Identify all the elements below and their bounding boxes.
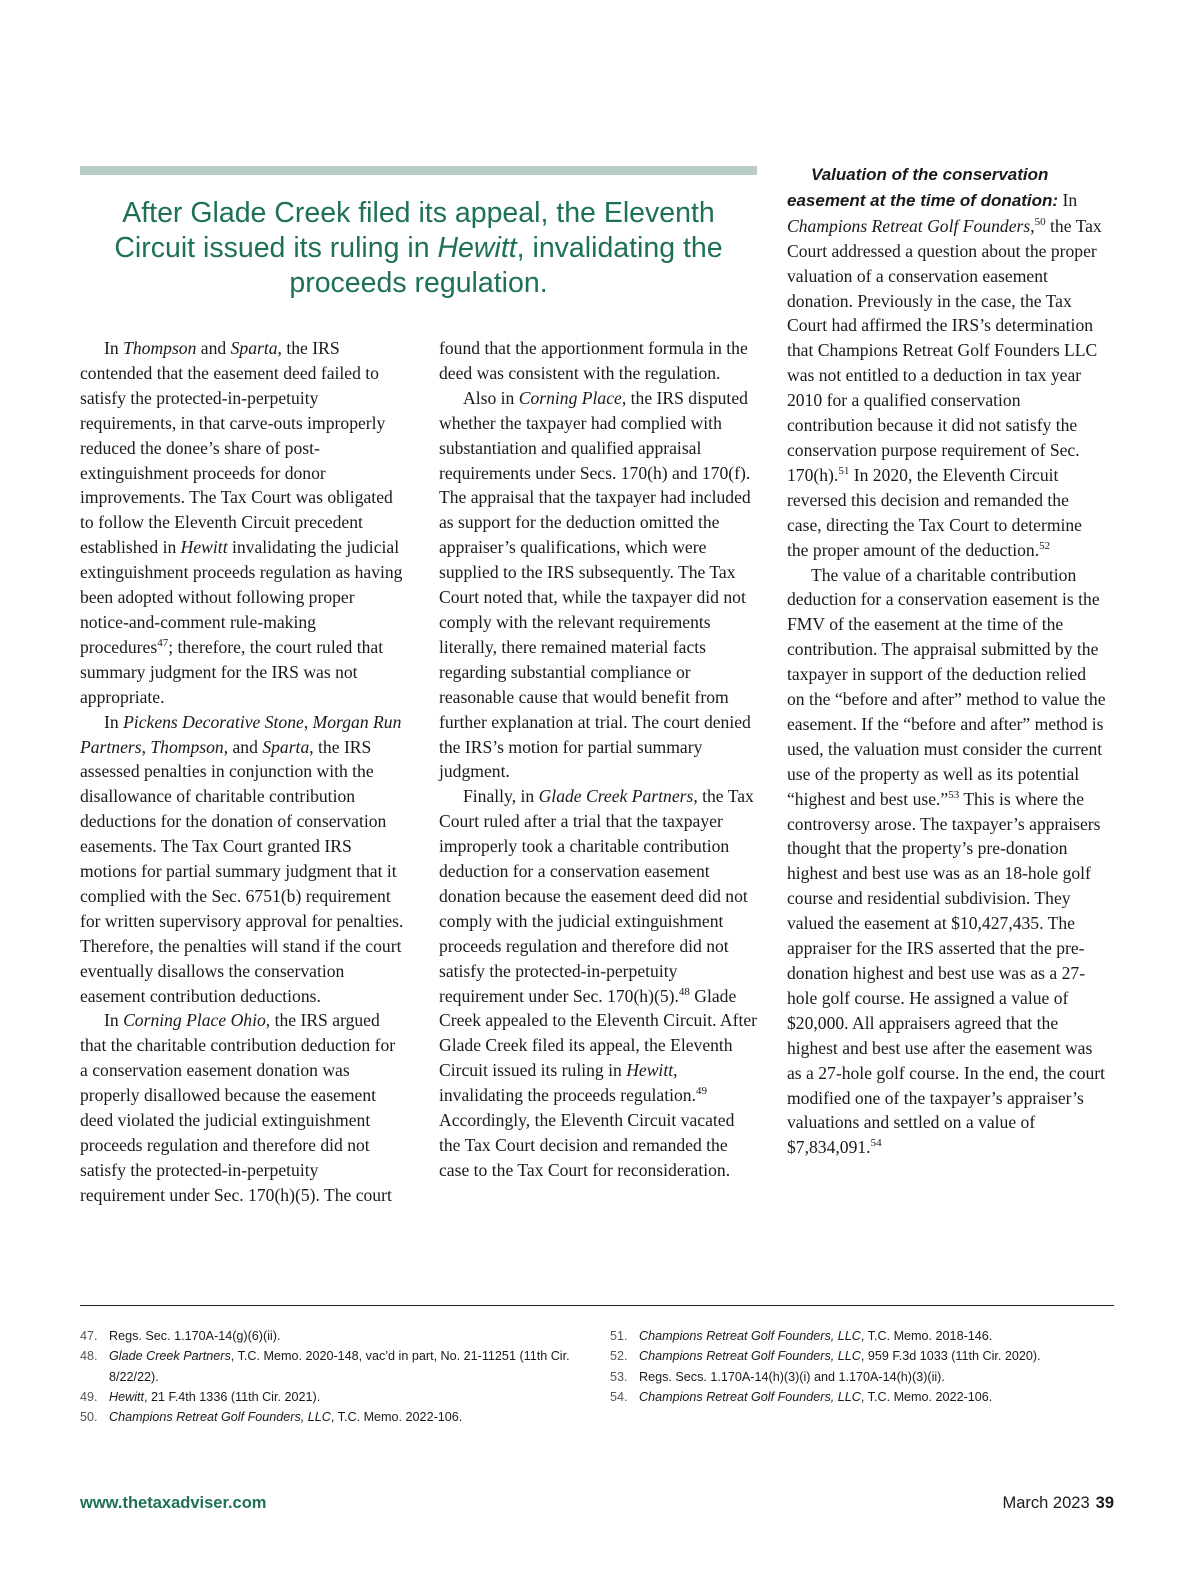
pull-quote-rule [80, 166, 757, 175]
paragraph: Also in Corning Place, the IRS disputed whether the taxpayer had complied with substantiation and qualified appraisal requirements under Secs. 170(h) and 170(f). The appraisal that the taxpayer had included as support for the deduction omitted the appraiser’s qualifications, which were supplied to the IRS subsequently. The Tax Court noted that, while the taxpayer did not comply with the relevant requirements literally, there remained material facts regarding substantial compliance or reasonable cause that would benefit from further explanation at trial. The court denied the IRS’s motion for partial summary judgment. [439, 387, 751, 782]
pull-quote: After Glade Creek filed its appeal, the Eleventh Circuit issued its ruling in Hewitt, invalidating the proceeds regulation. [114, 197, 723, 299]
footnote-ref[interactable]: 50 [1034, 215, 1046, 228]
article-column-1 [80, 336, 407, 1208]
page-number: 39 [1095, 1494, 1114, 1512]
footnote: 47. Regs. Sec. 1.170A-14(g)(6)(ii). [80, 1329, 281, 1343]
footnote: 50. Champions Retreat Golf Founders, LLC, T.C. Memo. 2022-106. [80, 1410, 463, 1425]
footnote: 54. Champions Retreat Golf Founders, LLC, T.C. Memo. 2022-106. [610, 1389, 993, 1404]
paragraph: Finally, in Glade Creek Partners, the Tax Court ruled after a trial that the taxpayer improperly took a charitable contribution deduction for a conservation easement donation because the easement deed did not comply with the judicial extinguishment proceeds regulation and therefore did not satisfy the protected-in-perpetuity requirement under Sec. 170(h)(5).$^{48}$ Glade Creek appealed to the Eleventh Circuit. After Glade Creek filed its appeal, the Eleventh Circuit issued its ruling in Hewitt, invalidating the proceeds regulation.$^{49}$ Accordingly, the Eleventh Circuit vacated the Tax Court decision and remanded the case to the Tax Court for reconsideration. [439, 786, 758, 1180]
paragraph: The value of a charitable contribution deduction for a conservation easement is the FMV of the easement at the time of the contribution. The appraisal submitted by the taxpayer in support of the deduction relied on the “before and after” method to value the easement. If the “before and after” method is used, the valuation must consider the current use of the property as well as its potential “highest and best use.”$^{53}$ This is where the controversy arose. The taxpayer’s appraisers thought that the property’s pre-donation highest and best use was as an 18-hole golf course and residential subdivision. They valued the easement at $10,427,435. The appraiser for the IRS asserted that the pre-donation highest and best use was as a 27-hole golf course. He assigned a value of $20,000. All appraisers agreed that the highest and best use after the easement was as a 27-hole golf course. In the end, the court modified one of the taxpayer’s appraiser’s valuations and settled on a value of $7,834,091.54 [787, 564, 1106, 1158]
footnote-ref[interactable]: 48 [678, 985, 690, 998]
paragraph: In Thompson and Sparta, the IRS contended that the easement deed failed to satisfy the protected-in-perpetuity requirements, in that carve-outs improperly reduced the donee’s share of post-extinguishment proceeds for donor improvements. The Tax Court was obligated to follow the Eleventh Circuit precedent established in Hewitt invalidating the judicial extinguishment proceeds regulation as having been adopted without following proper notice-and-comment rule-making procedures$^{47}$; therefore, the court ruled that summary judgment for the IRS was not appropriate. [80, 338, 403, 707]
paragraph: In Pickens Decorative Stone, Morgan Run Partners, Thompson, and Sparta, the IRS assessed penalties in conjunction with the disallowance of charitable contribution deductions for the donation of conservation easements. The Tax Court granted IRS motions for partial summary judgment that it complied with the Sec. 6751(b) requirement for written supervisory approval for penalties. Therefore, the penalties will stand if the court eventually disallows the conservation easement contribution deductions. [80, 711, 404, 1006]
paragraph: In Corning Place Ohio, the IRS argued that the charitable contribution deduction for a conservation easement donation was properly disallowed because the easement deed violated the judicial extinguishment proceeds regulation and therefore did not satisfy the protected-in-perpetuity requirement under Sec. 170(h)(5). The court [80, 1010, 396, 1205]
paragraph: Valuation of the conservation easement at the time of donation: In Champions Retreat Golf Founders,$^{50}$ the Tax Court addressed a question about the proper valuation of a conservation easement donation. Previously in the case, the Tax Court had affirmed the IRS’s determination that Champions Retreat Golf Founders LLC was not entitled to a deduction in tax year 2010 for a qualified conservation contribution because it did not satisfy the conservation purpose requirement of Sec. 170(h).$^{51}$ In 2020, the Eleventh Circuit reversed this decision and remanded the case, directing the Tax Court to determine the proper amount of the deduction.$^{52}$ [787, 165, 1102, 560]
section-heading: Valuation of the conservation easement at the time of donation: [787, 165, 1059, 210]
page-folio [1003, 1494, 1115, 1513]
footnotes-column-2 [610, 1326, 1120, 1407]
footnote: 49. Hewitt, 21 F.4th 1336 (11th Cir. 2021). [80, 1389, 321, 1404]
footnote-ref[interactable]: 51 [838, 464, 850, 477]
issue-date: March 2023 [1002, 1494, 1090, 1512]
article-column-3 [787, 162, 1107, 1160]
footnote: 52. Champions Retreat Golf Founders, LLC, 959 F.3d 1033 (11th Cir. 2020). [610, 1349, 1041, 1364]
footnote-ref[interactable]: 49 [695, 1085, 707, 1098]
website-link[interactable]: www.thetaxadviser.com [80, 1494, 267, 1512]
footnote-ref[interactable]: 52 [1039, 539, 1051, 552]
footnote-ref[interactable]: 53 [948, 788, 960, 801]
footnote: 53. Regs. Secs. 1.170A-14(h)(3)(i) and 1.170A-14(h)(3)(ii). [610, 1369, 945, 1384]
footnotes-column-1 [80, 1326, 590, 1427]
footnote-ref[interactable]: 47 [157, 636, 169, 649]
article-column-2 [439, 336, 759, 1183]
paragraph: found that the apportionment formula in the deed was consistent with the regulation. [439, 338, 748, 383]
footnote-ref[interactable]: 54 [870, 1137, 882, 1150]
footnote-divider [80, 1305, 1114, 1306]
footnote: 48. Glade Creek Partners, T.C. Memo. 2020-148, vac’d in part, No. 21-11251 (11th Cir. 8/22/22). [80, 1349, 570, 1384]
footnote: 51. Champions Retreat Golf Founders, LLC, T.C. Memo. 2018-146. [610, 1329, 993, 1343]
